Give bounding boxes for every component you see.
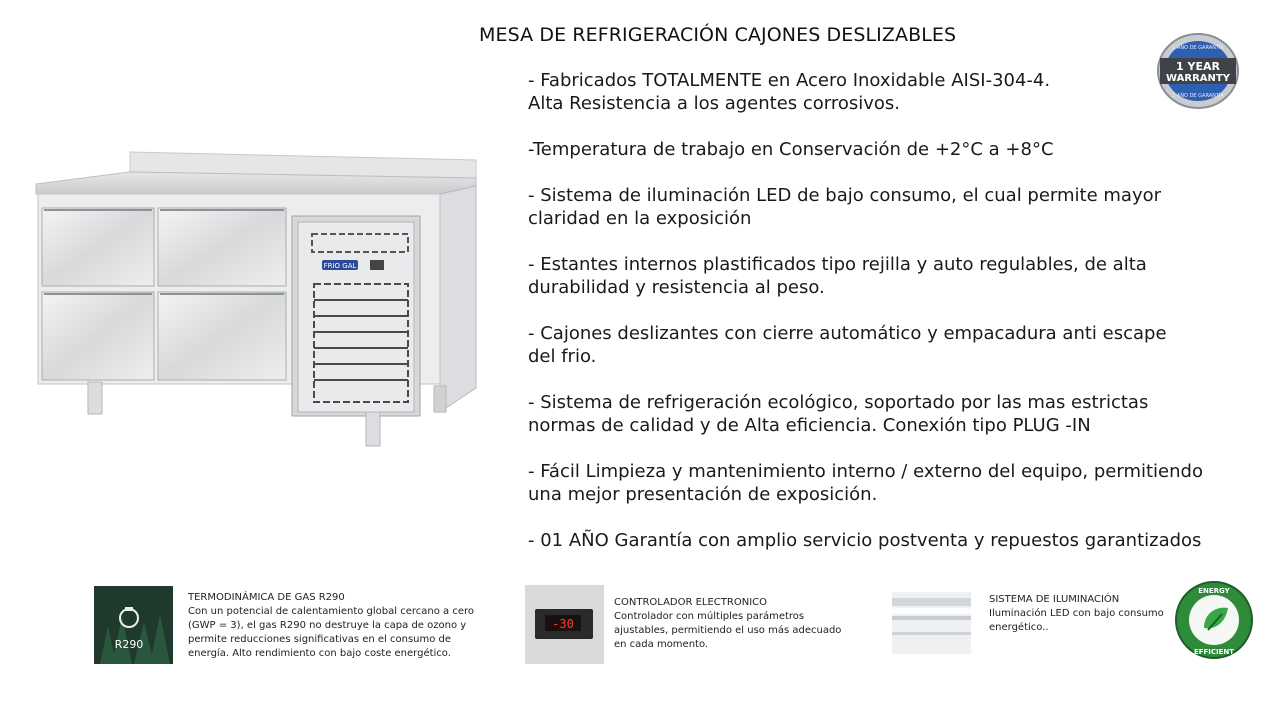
- feature-item: - Cajones deslizantes con cierre automático y empacadura anti escape del frio.: [528, 323, 1167, 367]
- footer-gas-block: [188, 591, 488, 661]
- footer-gas-body: Con un potencial de calentamiento global cercano a cero (GWP = 3), el gas R290 no destruye la capa de ozono y permite reducciones significativas en el consumo de energía. Alto rendimiento con bajo coste energético.: [188, 606, 475, 659]
- brand-label: FRIO GAL: [323, 262, 357, 270]
- refrigeration-table-image: [30, 150, 490, 460]
- feature-item: - Fácil Limpieza y mantenimiento interno / externo del equipo, permitiendo una mejor presentación de exposición.: [528, 461, 1203, 505]
- r290-thumb-label: R290: [114, 638, 144, 651]
- footer-lighting-block: [989, 593, 1169, 635]
- feature-item: - Fabricados TOTALMENTE en Acero Inoxidable AISI-304-4. Alta Resistencia a los agentes corrosivos.: [528, 70, 1051, 114]
- warranty-ring-top: 1 AÑO DE GARANTÍA: [1172, 45, 1224, 51]
- footer-controller-body: Controlador con múltiples parámetros ajustables, permitiendo el uso más adecuado en cada momento.: [614, 611, 842, 650]
- page-title: MESA DE REFRIGERACIÓN CAJONES DESLIZABLES: [479, 24, 957, 46]
- footer-controller-block: [614, 596, 874, 652]
- feature-item: - 01 AÑO Garantía con amplio servicio postventa y repuestos garantizados: [528, 530, 1202, 551]
- controller-display: -30: [552, 617, 574, 631]
- footer-lighting-body: Iluminación LED con bajo consumo energético..: [989, 608, 1164, 633]
- feature-list: [528, 69, 1228, 575]
- feature-item: - Sistema de refrigeración ecológico, soportado por las mas estrictas normas de calidad y de Alta eficiencia. Conexión tipo PLUG -IN: [528, 392, 1149, 436]
- footer-lighting-title: SISTEMA DE ILUMINACIÓN: [989, 594, 1120, 605]
- feature-item: - Estantes internos plastificados tipo rejilla y auto regulables, de alta durabilidad y resistencia al peso.: [528, 254, 1147, 298]
- energy-efficient-badge: [1174, 580, 1254, 660]
- footer-gas-title: TERMODINÁMICA DE GAS R290: [188, 592, 345, 603]
- footer-controller-title: CONTROLADOR ELECTRONICO: [614, 597, 768, 608]
- controller-thumbnail: [525, 585, 604, 664]
- energy-bottom-label: EFFICIENT: [1193, 648, 1235, 656]
- warranty-line1: 1 YEAR: [1176, 60, 1220, 73]
- led-lighting-thumbnail: [892, 592, 971, 654]
- feature-item: -Temperatura de trabajo en Conservación de +2°C a +8°C: [528, 139, 1054, 160]
- warranty-line2: WARRANTY: [1166, 73, 1230, 84]
- warranty-ring-bottom: 1 AÑO DE GARANTÍA: [1172, 93, 1224, 99]
- feature-item: - Sistema de iluminación LED de bajo consumo, el cual permite mayor claridad en la exposición: [528, 185, 1162, 229]
- energy-top-label: ENERGY: [1198, 587, 1230, 595]
- warranty-badge: [1156, 32, 1240, 110]
- r290-gas-thumbnail: [94, 586, 173, 664]
